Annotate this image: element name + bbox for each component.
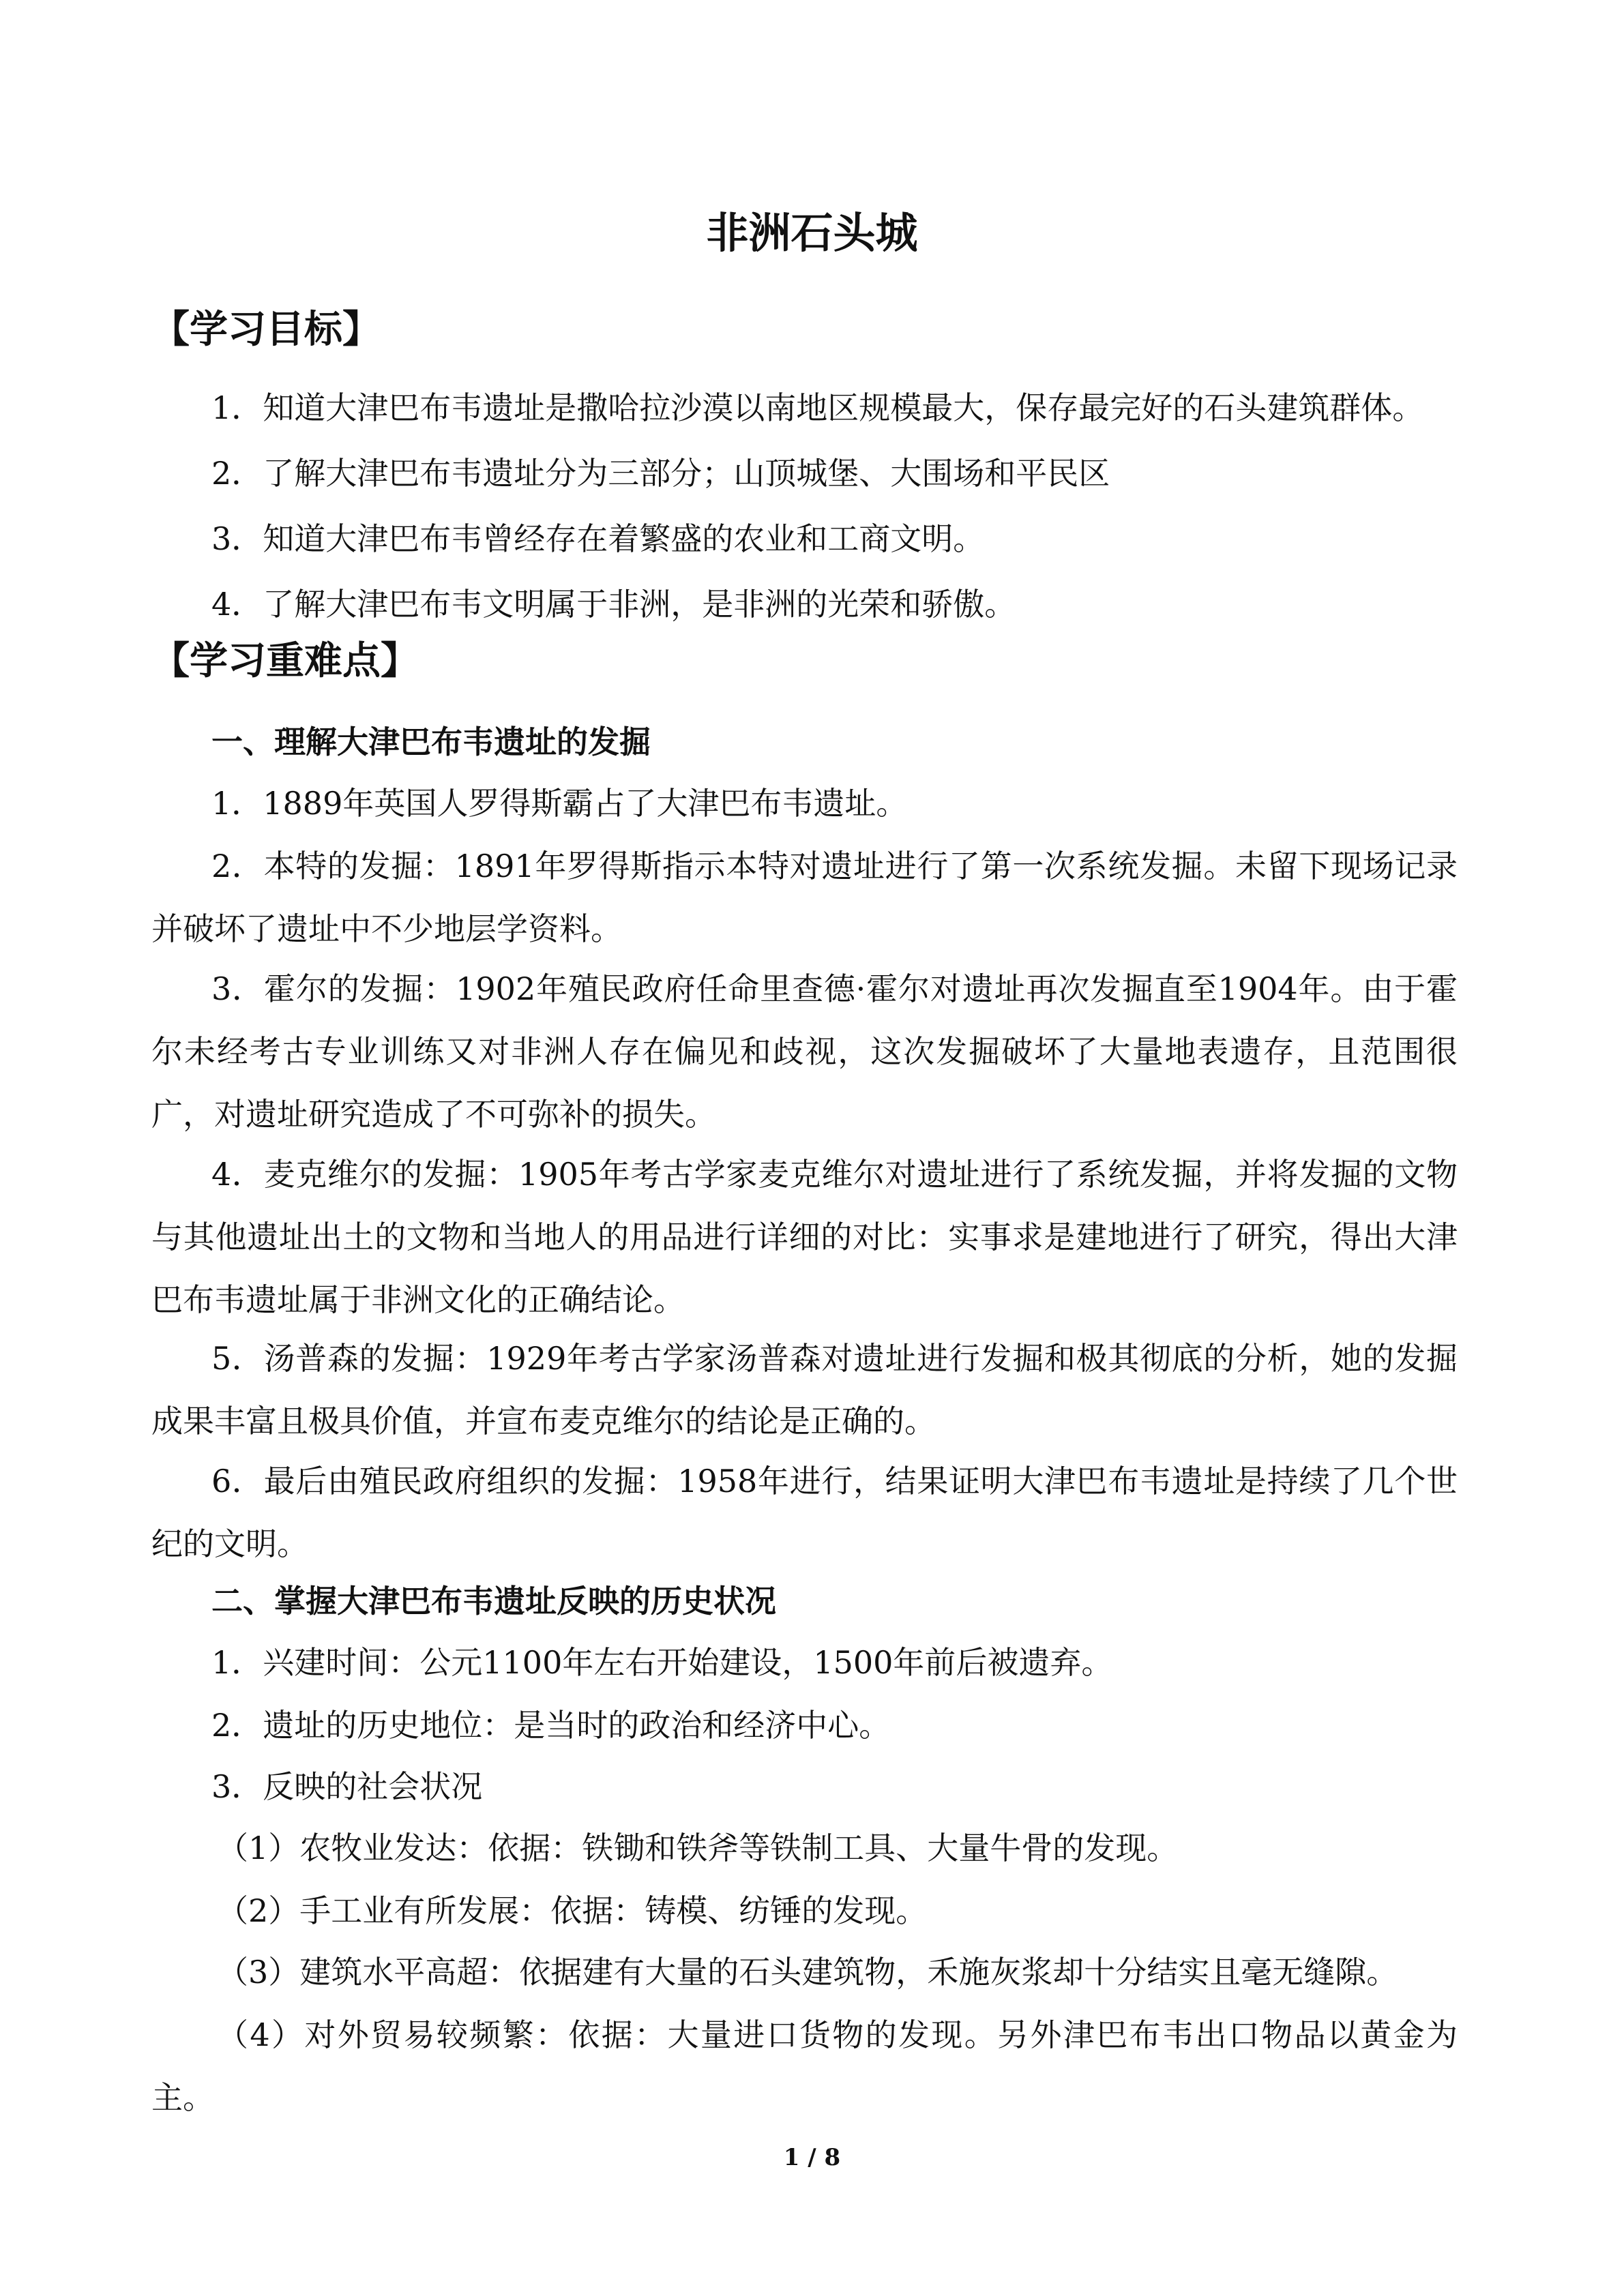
history-item: 3．反映的社会状况 [211,1768,483,1805]
excavation-item: 4．麦克维尔的发掘：1905年考古学家麦克维尔对遗址进行了系统发掘，并将发掘的文物与其他遗址出土的文物和当地人的用品进行详细的对比：实事求是建地进行了研究，得出大津巴布韦遗址属于非洲文化的正确结论。 [151,1156,1458,1318]
history-item: 2．遗址的历史地位：是当时的政治和经济中心。 [211,1707,891,1744]
goal-item: 2．了解大津巴布韦遗址分为三部分；山顶城堡、大围场和平民区 [211,455,1110,492]
goal-item: 1．知道大津巴布韦遗址是撒哈拉沙漠以南地区规模最大，保存最完好的石头建筑群体。 [211,389,1424,426]
goal-item: 4．了解大津巴布韦文明属于非洲，是非洲的光荣和骄傲。 [211,586,1016,623]
subsection-title-excavation: 一、理解大津巴布韦遗址的发掘 [211,724,651,760]
section-heading-key-points: 【学习重难点】 [151,639,419,683]
goal-item: 3．知道大津巴布韦曾经存在着繁盛的农业和工商文明。 [211,520,985,557]
history-sub-item: （4）对外贸易较频繁：依据：大量进口货物的发现。另外津巴布韦出口物品以黄金为主。 [151,2016,1458,2116]
history-sub-item: （2）手工业有所发展：依据：铸模、纺锤的发现。 [217,1892,928,1929]
history-sub-item: （1）农牧业发达：依据：铁锄和铁斧等铁制工具、大量牛骨的发现。 [217,1830,1179,1866]
excavation-item: 1．1889年英国人罗得斯霸占了大津巴布韦遗址。 [211,785,908,822]
subsection-title-history: 二、掌握大津巴布韦遗址反映的历史状况 [211,1583,776,1620]
history-sub-item: （3）建筑水平高超：依据建有大量的石头建筑物，禾施灰浆却十分结实且毫无缝隙。 [217,1954,1398,1991]
history-item: 1．兴建时间：公元1100年左右开始建设，1500年前后被遗弃。 [211,1644,1113,1681]
excavation-item: 6．最后由殖民政府组织的发掘：1958年进行，结果证明大津巴布韦遗址是持续了几个世纪的文明。 [151,1463,1458,1562]
page-number: 1 / 8 [783,2144,841,2171]
excavation-item: 3．霍尔的发掘：1902年殖民政府任命里查德·霍尔对遗址再次发掘直至1904年。由于霍尔未经考古专业训练又对非洲人存在偏见和歧视，这次发掘破坏了大量地表遗存，且范围很广，对遗址研究造成了不可弥补的损失。 [151,970,1458,1133]
page-title: 非洲石头城 [706,208,918,258]
section-heading-goals: 【学习目标】 [151,308,381,352]
excavation-item: 5．汤普森的发掘：1929年考古学家汤普森对遗址进行发掘和极其彻底的分析，她的发掘成果丰富且极具价值，并宣布麦克维尔的结论是正确的。 [151,1340,1458,1440]
excavation-item: 2．本特的发掘：1891年罗得斯指示本特对遗址进行了第一次系统发掘。未留下现场记录并破坏了遗址中不少地层学资料。 [151,848,1458,947]
